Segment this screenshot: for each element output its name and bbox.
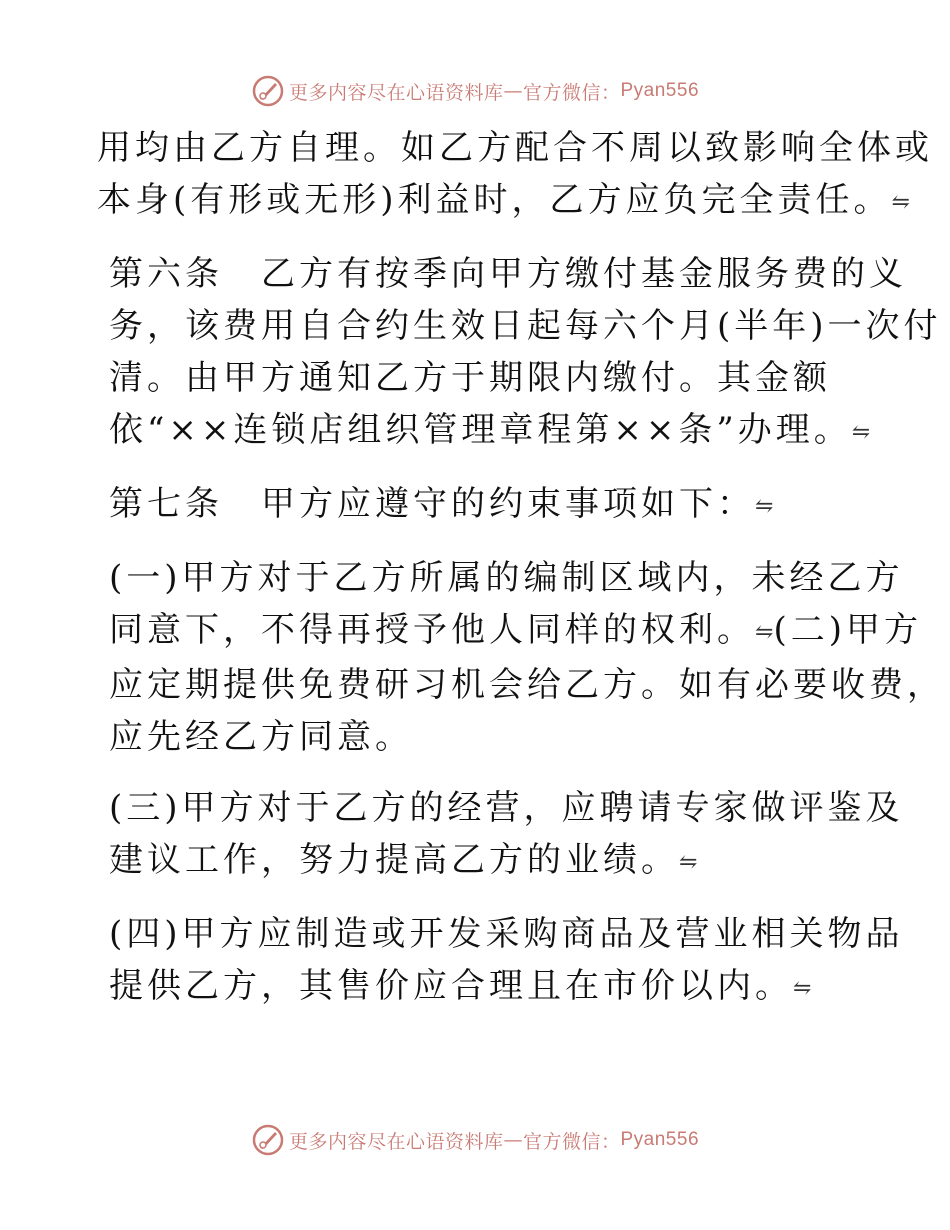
- text-line: 用均由乙方自理。如乙方配合不周以致影响全体或: [97, 128, 933, 168]
- paragraph-mark: ⇋: [755, 620, 774, 645]
- text-run: 提供乙方，其售价应合理且在市价以内。: [109, 966, 793, 1006]
- paragraph-item-3: [97, 782, 904, 889]
- text-line: 清。由甲方通知乙方于期限内缴付。其金额: [109, 358, 831, 398]
- paragraph-article-7: [97, 478, 887, 533]
- paragraph-mark: ⇋: [891, 190, 910, 215]
- text-line: [109, 478, 887, 533]
- text-line: 应定期提供免费研习机会给乙方。如有必要收费，: [109, 665, 945, 705]
- text-line: 第六条 乙方有按季向甲方缴付基金服务费的义: [109, 254, 907, 294]
- text-line: (四)甲方应制造或开发采购商品及营业相关物品: [109, 914, 904, 954]
- text-line: [97, 174, 910, 229]
- text-run: (二)甲方: [773, 610, 922, 650]
- paragraph-item-1-2: [97, 552, 945, 763]
- text-line: 务，该费用自合约生效日起每六个月(半年)一次付: [109, 306, 942, 346]
- text-line: [109, 834, 887, 889]
- watermark-header: [0, 71, 950, 111]
- text-run: 依“××连锁店组织管理章程第××条”办理。: [109, 410, 852, 450]
- watermark-main: 更多内容尽在心语资料库: [288, 81, 504, 104]
- text-line: 应先经乙方同意。: [109, 717, 413, 757]
- text-line: [109, 960, 887, 1015]
- text-line: [109, 604, 922, 659]
- text-run: 本身(有形或无形)利益时，乙方应负完全责任。: [97, 180, 892, 220]
- quill-emblem-icon: [251, 74, 285, 108]
- watermark-secondary: 官方微信：: [522, 81, 621, 104]
- paragraph-mark: ⇋: [851, 420, 871, 445]
- paragraph-item-4: [97, 908, 904, 1015]
- watermark-id: Pyan556: [620, 80, 700, 101]
- text-line: (一)甲方对于乙方所属的编制区域内，未经乙方: [109, 558, 904, 598]
- document-body: [97, 122, 945, 1034]
- watermark-dash: —: [503, 1129, 523, 1151]
- paragraph-article-6: [97, 248, 942, 459]
- paragraph-mark: ⇋: [793, 976, 812, 1001]
- watermark-main: 更多内容尽在心语资料库: [288, 1130, 504, 1153]
- paragraph-mark: ⇋: [679, 850, 698, 875]
- text-run: 第七条 甲方应遵守的约束事项如下：: [109, 484, 755, 524]
- watermark-id: Pyan556: [620, 1129, 700, 1150]
- watermark-dash: —: [503, 80, 523, 102]
- text-run: 建议工作，努力提高乙方的业绩。: [109, 840, 679, 880]
- watermark-footer: [0, 1120, 950, 1160]
- text-run: 同意下，不得再授予他人同样的权利。: [109, 610, 755, 650]
- paragraph-cost-responsibility: [97, 122, 933, 229]
- text-line: [109, 404, 887, 459]
- quill-emblem-icon: [251, 1123, 285, 1157]
- watermark-secondary: 官方微信：: [522, 1130, 621, 1153]
- text-line: (三)甲方对于乙方的经营，应聘请专家做评鉴及: [109, 788, 904, 828]
- paragraph-mark: ⇋: [755, 494, 774, 519]
